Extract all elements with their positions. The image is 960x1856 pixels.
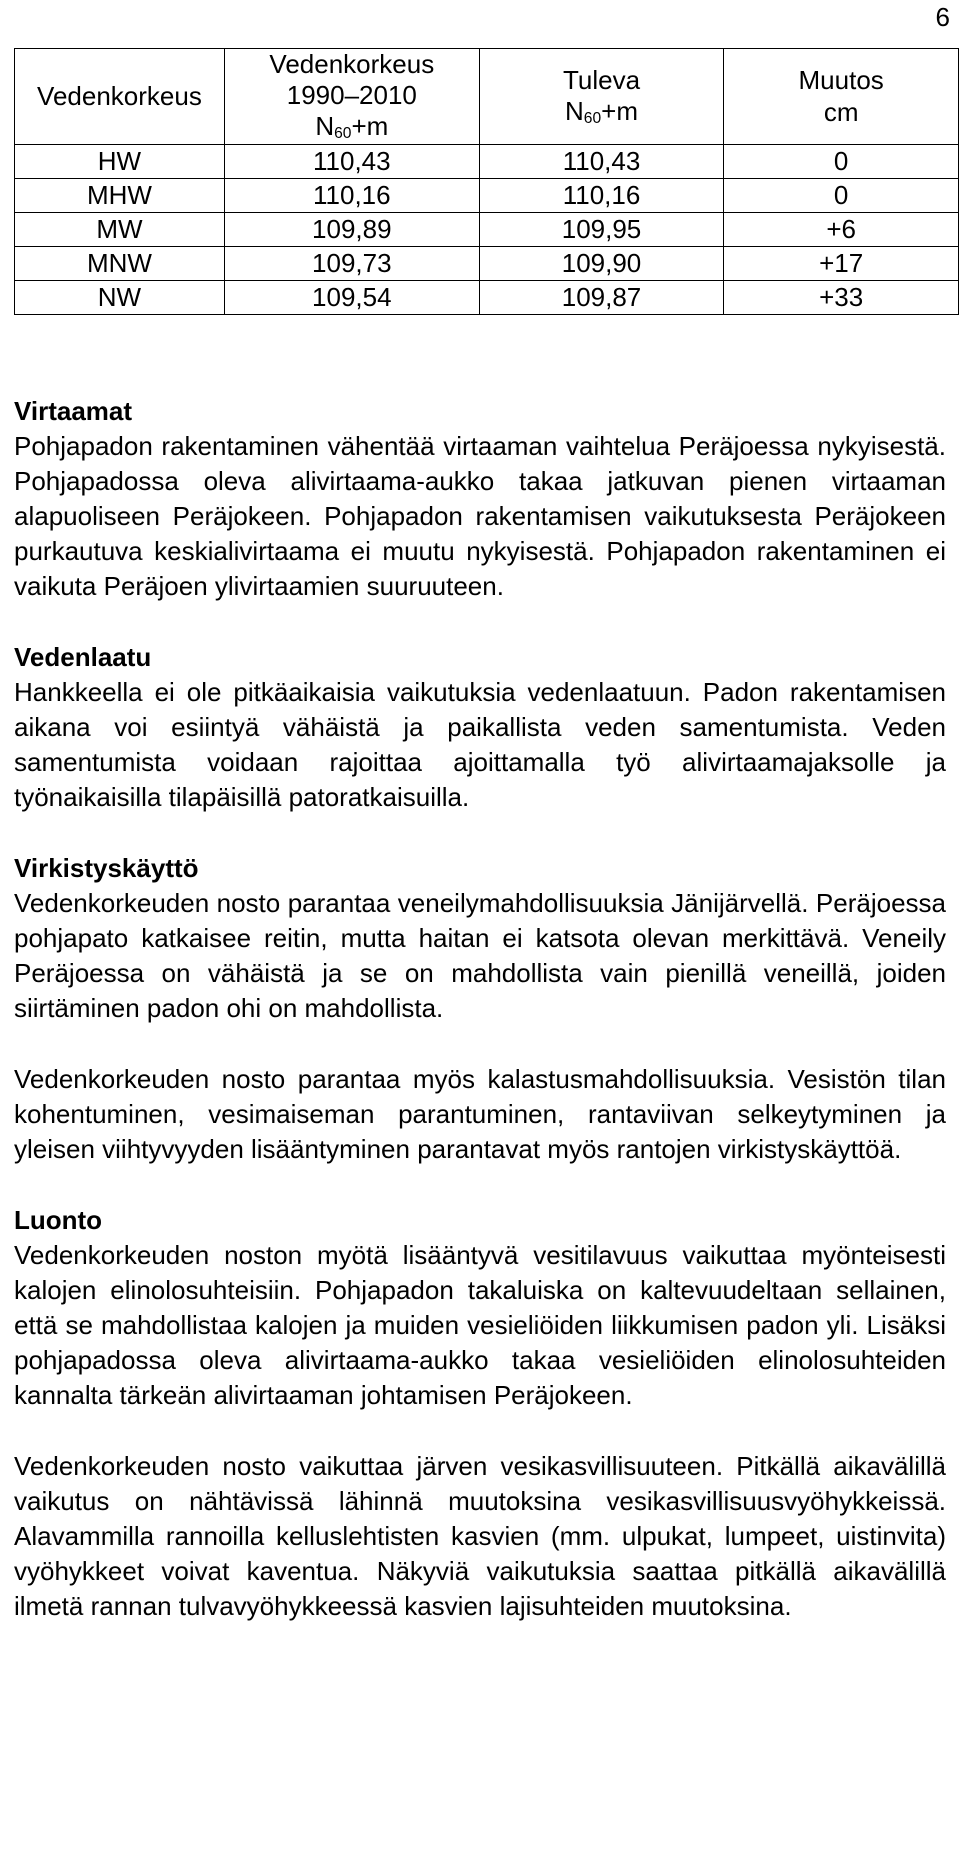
cell-change: 0: [724, 179, 959, 213]
paragraph: Vedenkorkeuden nosto vaikuttaa järven vesikasvillisuuteen. Pitkällä aikavälillä vaikutus on nähtävissä lähinnä muutoksina vesikasvillisuusvyöhykkeissä. Alavammilla rannoilla kelluslehtisten kasvien (mm. ulpukat, lumpeet, uistinvita) vyöhykkeet voivat kaventua. Näkyviä vaikutuksia saattaa pitkällä aikavälillä ilmetä rannan tulvavyöhykkeessä kasvien lajisuhteiden muutoksina.: [14, 1451, 946, 1621]
paragraph: Pohjapadon rakentaminen vähentää virtaaman vaihtelua Peräjoessa nykyisestä. Pohjapadossa oleva alivirtaama-aukko takaa jatkuvan pienen virtaaman alapuoliseen Peräjokeen. Pohjapadon rakentamisen vaikutuksesta Peräjokeen purkautuva keskialivirtaama ei muutu nykyisestä. Pohjapadon rakentaminen ei vaikuta Peräjoen ylivirtaamien suuruuteen.: [14, 431, 946, 601]
cell-future: 110,43: [479, 145, 724, 179]
table-row: [15, 281, 959, 315]
cell-historic: 109,89: [224, 213, 479, 247]
section-heading: Virtaamat: [14, 396, 133, 426]
table-row: [15, 145, 959, 179]
header-level: Vedenkorkeus: [15, 49, 225, 145]
header-historic: Vedenkorkeus 1990–2010 $N_{60}+m$: [224, 49, 479, 145]
header-change: Muutos cm: [724, 49, 959, 145]
table-row: [15, 179, 959, 213]
section-vedenlaatu: [14, 640, 946, 815]
table-row: [15, 247, 959, 281]
paragraph: Vedenkorkeuden noston myötä lisääntyvä vesitilavuus vaikuttaa myönteisesti kalojen elinolosuhteisiin. Pohjapadon takaluiska on kaltevuudeltaan sellainen, että se mahdollistaa kalojen ja muiden vesieliöiden liikkumisen padon yli. Lisäksi pohjapadossa oleva alivirtaama-aukko takaa vesieliöiden elinolosuhteiden kannalta tärkeän alivirtaaman johtamisen Peräjokeen.: [14, 1240, 946, 1410]
paragraph: Vedenkorkeuden nosto parantaa myös kalastusmahdollisuuksia. Vesistön tilan kohentuminen, vesimaiseman parantuminen, rantaviivan selkeytyminen ja yleisen viihtyvyyden lisääntyminen parantavat myös rantojen virkistyskäyttöä.: [14, 1064, 946, 1164]
cell-historic: 109,73: [224, 247, 479, 281]
page-number: 6: [935, 2, 950, 32]
cell-historic: 110,43: [224, 145, 479, 179]
water-level-table: [14, 48, 959, 315]
cell-level: MW: [15, 213, 225, 247]
cell-future: 109,87: [479, 281, 724, 315]
paragraph: Vedenkorkeuden nosto parantaa veneilymahdollisuuksia Jänijärvellä. Peräjoessa pohjapato katkaisee reitin, mutta haitan ei katsota olevan merkittävä. Veneily Peräjoessa on vähäistä ja se on mahdollista vain pienillä veneillä, joiden siirtäminen padon ohi on mahdollista.: [14, 888, 946, 1023]
cell-level: HW: [15, 145, 225, 179]
cell-future: 110,16: [479, 179, 724, 213]
document-body: [14, 394, 946, 1660]
cell-historic: 110,16: [224, 179, 479, 213]
section-virtaamat: [14, 394, 946, 604]
cell-change: +17: [724, 247, 959, 281]
cell-change: +33: [724, 281, 959, 315]
section-heading: Virkistyskäyttö: [14, 853, 199, 883]
section-heading: Vedenlaatu: [14, 642, 152, 672]
section-heading: Luonto: [14, 1205, 103, 1235]
section-luonto-continued: [14, 1449, 946, 1624]
cell-level: MHW: [15, 179, 225, 213]
section-virkistyskaytto-continued: [14, 1062, 946, 1167]
table-row: [15, 213, 959, 247]
cell-future: 109,90: [479, 247, 724, 281]
section-virkistyskaytto: [14, 851, 946, 1026]
paragraph: Hankkeella ei ole pitkäaikaisia vaikutuksia vedenlaatuun. Padon rakentamisen aikana voi esiintyä vähäistä ja paikallista veden samentumista. Veden samentumista voidaan rajoittaa ajoittamalla työ alivirtaamajaksolle ja työnaikaisilla tilapäisillä patoratkaisuilla.: [14, 677, 946, 812]
table-header-row: [15, 49, 959, 145]
cell-future: 109,95: [479, 213, 724, 247]
cell-change: +6: [724, 213, 959, 247]
cell-level: NW: [15, 281, 225, 315]
cell-change: 0: [724, 145, 959, 179]
header-future: Tuleva $N_{60}+m$: [479, 49, 724, 145]
cell-historic: 109,54: [224, 281, 479, 315]
section-luonto: [14, 1203, 946, 1413]
cell-level: MNW: [15, 247, 225, 281]
